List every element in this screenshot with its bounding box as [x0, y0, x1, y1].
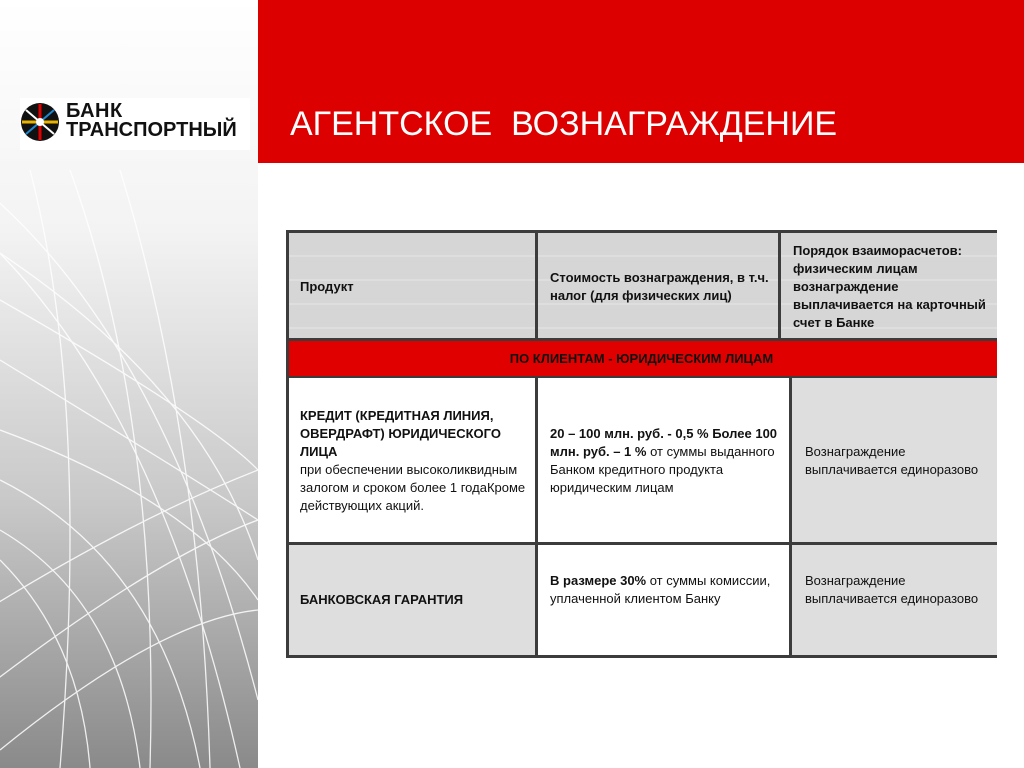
row2-cost-rate: В размере 30%: [550, 573, 647, 588]
row1-settlement: [791, 378, 997, 544]
row2-product: [286, 544, 537, 656]
decorative-side-panel: [0, 0, 258, 768]
table-divider-2-header: [778, 230, 781, 340]
row1-product-desc: при обеспечении высоколиквидным залогом и сроком более 1 годаКроме действующих акций.: [300, 462, 526, 513]
header-product-text: Продукт: [300, 278, 354, 294]
row2-cost: [537, 544, 791, 656]
table-border-left: [286, 230, 289, 658]
header-settlement: [780, 230, 997, 340]
row1-product-title: КРЕДИТ (КРЕДИТНАЯ ЛИНИЯ, ОВЕРДРАФТ) ЮРИДИЧЕСКОГО ЛИЦА: [300, 408, 501, 459]
table-divider-1-header: [535, 230, 538, 340]
row1-product: [286, 378, 537, 544]
row1-settlement-text: Вознаграждение выплачивается единоразово: [805, 444, 979, 477]
row2-settlement: [791, 544, 997, 656]
bank-logo: [20, 98, 250, 150]
table-divider-2: [789, 378, 792, 658]
metro-map-logo-icon: [20, 102, 60, 142]
table-row-divider: [286, 542, 997, 545]
header-cost: [537, 230, 780, 340]
table-border-bottom: [286, 655, 997, 658]
row1-cost: [537, 378, 791, 544]
row2-cost-desc: от суммы комиссии, уплаченной клиентом Банку: [550, 573, 771, 606]
header-product: [286, 230, 537, 340]
section-row-text: ПО КЛИЕНТАМ - ЮРИДИЧЕСКИМ ЛИЦАМ: [509, 350, 774, 366]
row1-cost-rates: 20 – 100 млн. руб. - 0,5 % Более 100 млн. руб. – 1 %: [550, 426, 778, 459]
row1-cost-desc: от суммы выданного Банком кредитного продукта юридическим лицам: [550, 444, 775, 495]
logo-line-1: БАНК: [66, 100, 123, 122]
header-settlement-text: Порядок взаиморасчетов: физическим лицам вознаграждение выплачивается на карточный счет в Банке: [793, 242, 986, 330]
row2-product-title: БАНКОВСКАЯ ГАРАНТИЯ: [300, 592, 464, 607]
page-title: АГЕНТСКОЕ ВОЗНАГРАЖДЕНИЕ: [290, 105, 838, 143]
header-cost-text: Стоимость вознаграждения, в т.ч. налог (для физических лиц): [550, 269, 769, 303]
table-divider-1: [535, 378, 538, 658]
section-row-legal-entities: [286, 338, 997, 378]
logo-line-2: ТРАНСПОРТНЫЙ: [66, 119, 237, 141]
row2-settlement-text: Вознаграждение выплачивается единоразово: [805, 573, 979, 606]
